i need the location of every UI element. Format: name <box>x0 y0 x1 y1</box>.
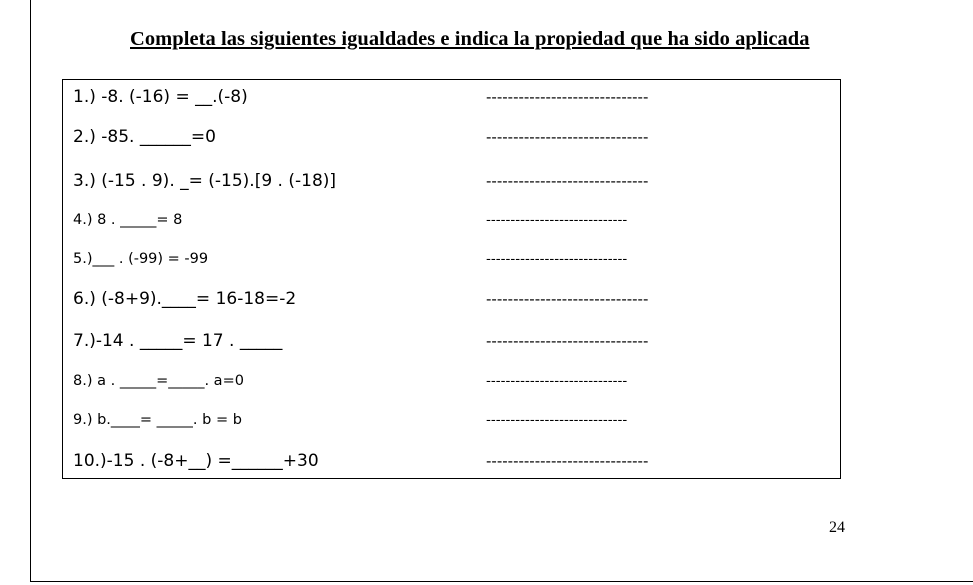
property-answer-line[interactable]: ------------------------------ <box>486 332 649 350</box>
exercise-expression: 3.) (-15 . 9). _= (-15).[9 . (-18)] <box>73 171 337 191</box>
property-answer-line[interactable]: ----------------------------- <box>486 251 628 267</box>
exercise-row-4 <box>63 208 840 232</box>
property-answer-line[interactable]: ------------------------------ <box>486 172 649 190</box>
exercise-row-1 <box>63 85 840 109</box>
property-answer-line[interactable]: ----------------------------- <box>486 212 628 228</box>
exercise-box <box>62 79 841 479</box>
exercise-expression: 8.) a . _____=_____. a=0 <box>73 373 244 389</box>
property-answer-line[interactable]: ------------------------------ <box>486 88 649 106</box>
page-left-border <box>30 0 31 582</box>
exercise-row-7 <box>63 329 840 353</box>
property-answer-line[interactable]: ----------------------------- <box>486 412 628 428</box>
page-bottom-border <box>30 581 973 582</box>
exercise-expression: 6.) (-8+9).____= 16-18=-2 <box>73 289 297 309</box>
exercise-expression: 1.) -8. (-16) = __.(-8) <box>73 87 248 107</box>
property-answer-line[interactable]: ----------------------------- <box>486 373 628 389</box>
exercise-row-5 <box>63 247 840 271</box>
exercise-expression: 9.) b.____= _____. b = b <box>73 412 242 428</box>
exercise-row-10 <box>63 449 840 473</box>
exercise-expression: 10.)-15 . (-8+__) =______+30 <box>73 451 319 471</box>
exercise-expression: 5.)___ . (-99) = -99 <box>73 251 209 267</box>
exercise-expression: 7.)-14 . _____= 17 . _____ <box>73 331 283 351</box>
exercise-row-9 <box>63 408 840 432</box>
exercise-row-3 <box>63 169 840 193</box>
exercise-expression: 4.) 8 . _____= 8 <box>73 212 183 228</box>
exercise-row-8 <box>63 369 840 393</box>
property-answer-line[interactable]: ------------------------------ <box>486 290 649 308</box>
worksheet-title: Completa las siguientes igualdades e indica la propiedad que ha sido aplicada <box>130 28 810 50</box>
exercise-expression: 2.) -85. ______=0 <box>73 127 216 147</box>
property-answer-line[interactable]: ------------------------------ <box>486 452 649 470</box>
exercise-row-2 <box>63 125 840 149</box>
property-answer-line[interactable]: ------------------------------ <box>486 128 649 146</box>
page-number: 24 <box>829 519 845 536</box>
exercise-row-6 <box>63 287 840 311</box>
